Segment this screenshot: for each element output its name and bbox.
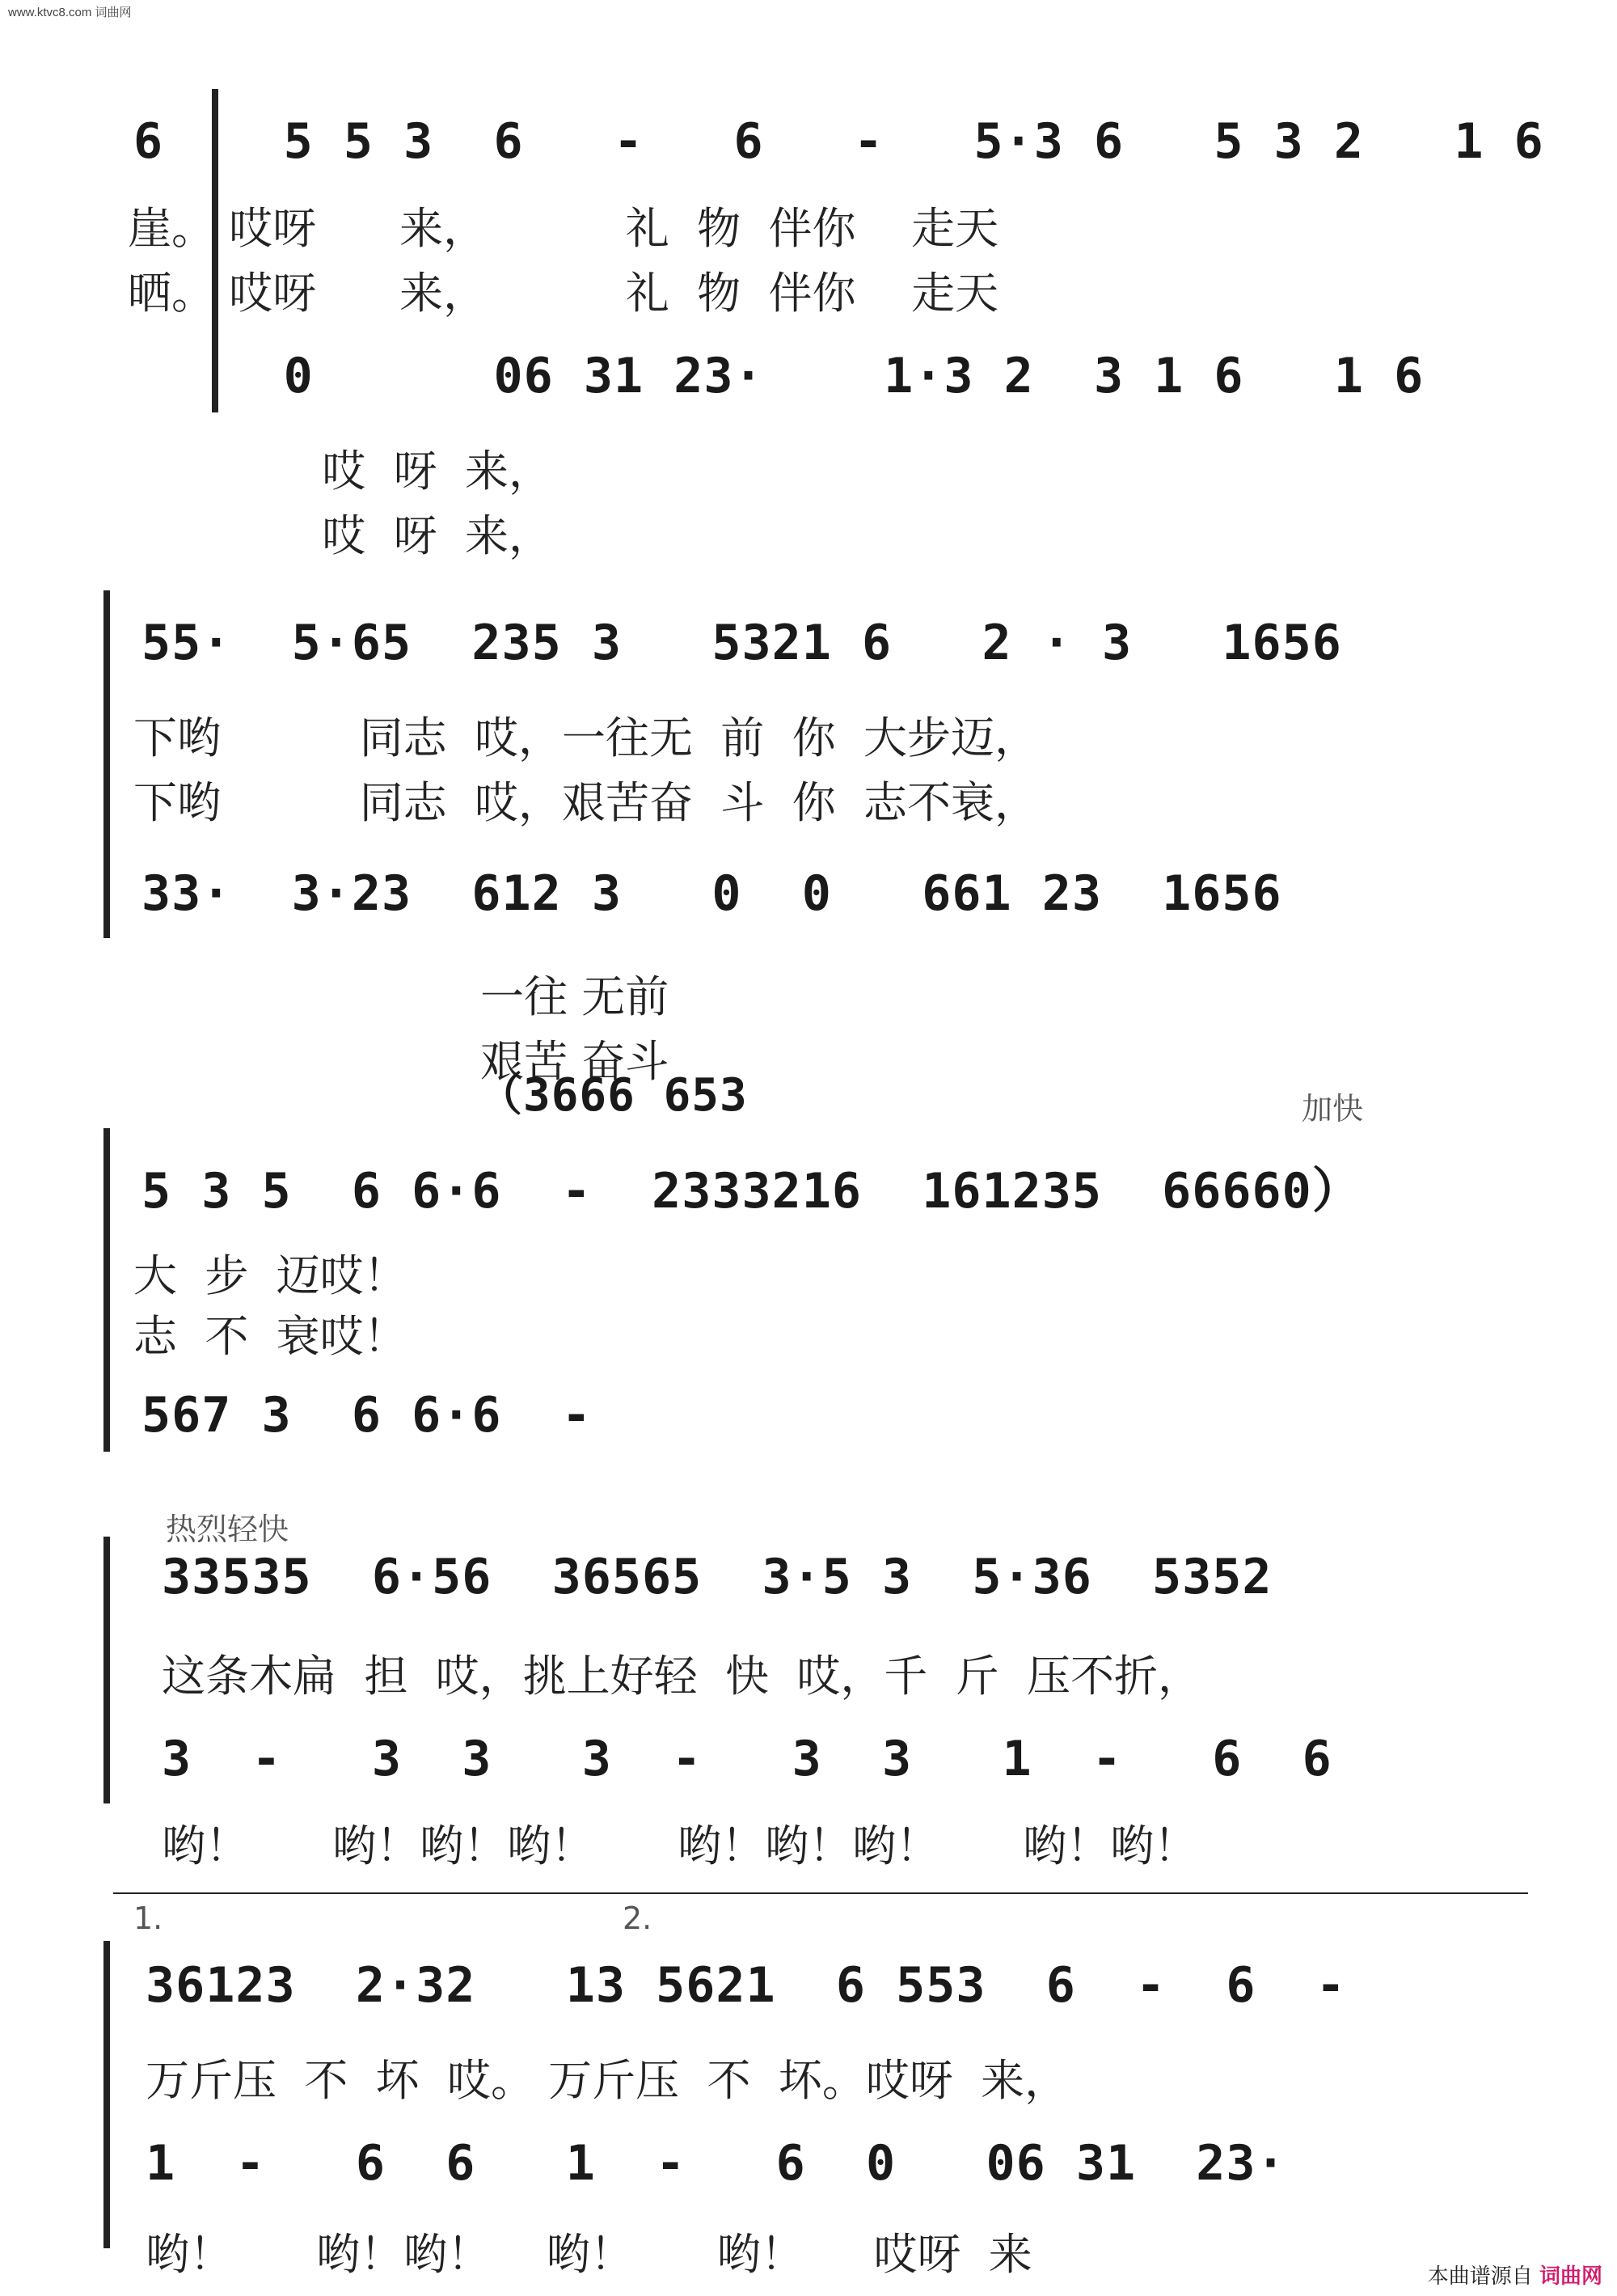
- lyric-verse-1: 下哟 同志 哎，一往无 前 你 大步迈，: [133, 712, 1038, 763]
- system-2: [0, 590, 1617, 946]
- system-4: [0, 1537, 1617, 1871]
- footer-source: 本曲谱源自: [1427, 2264, 1533, 2289]
- footer-site-link[interactable]: 词曲网: [1539, 2264, 1602, 2289]
- alto-lyric: 哟！ 哟！哟！ 哟！ 哟！ 哎呀 来: [146, 2229, 1032, 2280]
- tempo-marking: 热烈轻快: [166, 1512, 289, 1547]
- second-ending: 2.: [623, 1901, 652, 1936]
- alto-notes: 33· 3·23 612 3 0 0 661 23 1656: [141, 865, 1282, 922]
- lyric-verse-1: 万斤压 不 坏 哎。 万斤压 不 坏。哎呀 来，: [146, 2055, 1069, 2106]
- soprano-notes: 55· 5·65 235 3 5321 6 2 · 3 1656: [141, 615, 1342, 671]
- soprano-notes: 6 5 5 3 6 - 6 - 5·3 6 5 3 2 1 6: [133, 113, 1544, 170]
- system-bracket: [103, 1537, 110, 1803]
- footer-credit: [1428, 2260, 1602, 2290]
- alto-lyric-verse-2: 艰苦 奋斗: [133, 1036, 669, 1087]
- watermark: www.ktvc8.com 词曲网: [8, 6, 132, 19]
- tempo-marking: 加快: [1302, 1091, 1364, 1127]
- system-1: [0, 89, 1617, 429]
- alto-lyric: 哟！ 哟！哟！哟！ 哟！哟！哟！ 哟！哟！: [162, 1820, 1197, 1871]
- alto-lyric-verse-1: 哎 呀 来，: [128, 446, 552, 497]
- lyric-verse-1: 大 步 迈哎！: [133, 1250, 407, 1301]
- system-bracket: [103, 1128, 110, 1452]
- alto-notes: 0 06 31 23· 1·3 2 3 1 6 1 6: [133, 348, 1425, 404]
- soprano-notes: 36123 2·32 13 5621 6 553 6 - 6 -: [146, 1957, 1346, 2014]
- system-bracket: [103, 1941, 110, 2248]
- soprano-notes: 33535 6·56 36565 3·5 3 5·36 5352: [162, 1549, 1273, 1605]
- alto-lyric-verse-1: 一往 无前: [133, 971, 669, 1022]
- system-3: [0, 1128, 1617, 1468]
- alto-notes: 567 3 6 6·6 -: [141, 1387, 592, 1444]
- interlude-notes: （3666 653: [477, 1069, 748, 1122]
- lyric-verse-2: 志 不 衰哎！: [133, 1311, 407, 1362]
- lyric-verse-1: 这条木扁 担 哎，挑上好轻 快 哎，千 斤 压不折，: [162, 1651, 1201, 1702]
- system-bracket: [103, 590, 110, 938]
- alto-notes: 1 - 6 6 1 - 6 0 06 31 23·: [146, 2135, 1286, 2192]
- lyric-verse-2: 下哟 同志 哎，艰苦奋 斗 你 志不衰，: [133, 777, 1038, 828]
- lyric-verse-2: 晒。 哎呀 来， 礼 物 伴你 走天: [128, 268, 999, 319]
- first-ending: 1.: [133, 1901, 163, 1936]
- volta-line: [113, 1892, 1528, 1894]
- soprano-notes: 5 3 5 6 6·6 - 2333216 161235 66660）: [141, 1163, 1362, 1220]
- alto-notes: 3 - 3 3 3 - 3 3 1 - 6 6: [162, 1731, 1332, 1787]
- alto-lyric-verse-2: 哎 呀 来，: [128, 510, 552, 561]
- lyric-verse-1: 崖。 哎呀 来， 礼 物 伴你 走天: [128, 203, 999, 254]
